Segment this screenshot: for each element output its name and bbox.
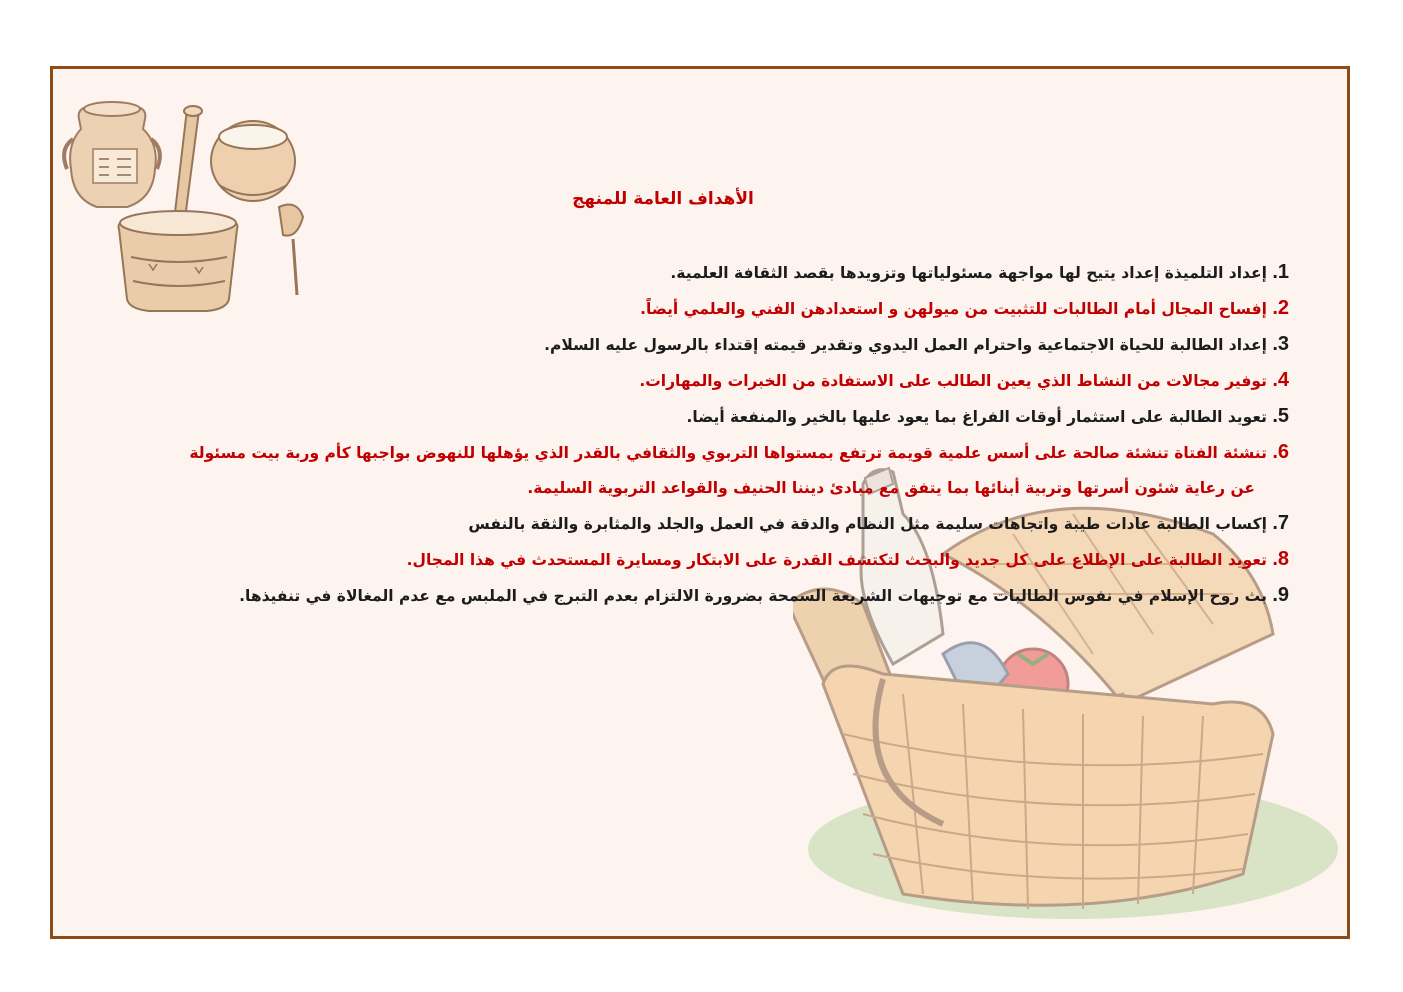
- item-text: بث روح الإسلام في نفوس الطالبات مع توجيهات الشريعة السمحة بضرورة الالتزام بعدم التبرج في الملبس مع عدم المغالاة في تنفيذها.: [239, 587, 1267, 605]
- list-item: [99, 399, 1289, 435]
- page-title: الأهداف العامة للمنهج: [572, 189, 754, 209]
- item-text: إكساب الطالبة عادات طيبة واتجاهات سليمة مثل النظام والدقة في العمل والجلد والمثابرة والثقة بالنفس: [468, 515, 1267, 533]
- list-item: [99, 542, 1289, 578]
- item-text: تنشئة الفتاة تنشئة صالحة على أسس علمية قويمة ترتفع بمستواها التربوي والثقافي بالقدر الذي يؤهلها للنهوض بواجبها كأم وربة بيت مسئولة: [189, 444, 1267, 462]
- item-number: 4.: [1272, 369, 1289, 391]
- item-number: 5.: [1272, 405, 1289, 427]
- goals-list: [99, 255, 1289, 614]
- item-text: تعويد الطالبة على الإطلاع على كل جديد والبحث لتكتشف القدرة على الابتكار ومسايرة المستحدث في هذا المجال.: [406, 551, 1267, 569]
- list-item: [99, 435, 1289, 506]
- item-number: 2.: [1272, 297, 1289, 319]
- item-text: تعويد الطالبة على استثمار أوقات الفراغ بما يعود عليها بالخير والمنفعة أيضا.: [686, 408, 1267, 426]
- item-text: إفساح المجال أمام الطالبات للتثبيت من ميولهن و استعدادهن الفني والعلمي أيضاً.: [640, 300, 1267, 318]
- item-number: 6.: [1272, 441, 1289, 463]
- list-item: [99, 578, 1289, 614]
- list-item: [99, 363, 1289, 399]
- item-text: إعداد التلميذة إعداد يتيح لها مواجهة مسئولياتها وتزويدها بقصد الثقافة العلمية.: [670, 264, 1267, 282]
- item-text: إعداد الطالبة للحياة الاجتماعية واحترام العمل اليدوي وتقدير قيمته إقتداء بالرسول عليه السلام.: [544, 336, 1267, 354]
- list-item: [99, 255, 1289, 291]
- page-frame: [50, 66, 1350, 939]
- list-item: [99, 506, 1289, 542]
- item-text: توفير مجالات من النشاط الذي يعين الطالب على الاستفادة من الخبرات والمهارات.: [639, 372, 1267, 390]
- item-number: 9.: [1272, 584, 1289, 606]
- item-number: 3.: [1272, 333, 1289, 355]
- item-continuation: عن رعاية شئون أسرتها وتربية أبنائها بما يتفق مع مبادئ ديننا الحنيف والقواعد التربوية السليمة.: [527, 479, 1255, 497]
- item-number: 7.: [1272, 512, 1289, 534]
- item-number: 1.: [1272, 261, 1289, 283]
- list-item: [99, 327, 1289, 363]
- item-number: 8.: [1272, 548, 1289, 570]
- list-item: [99, 291, 1289, 327]
